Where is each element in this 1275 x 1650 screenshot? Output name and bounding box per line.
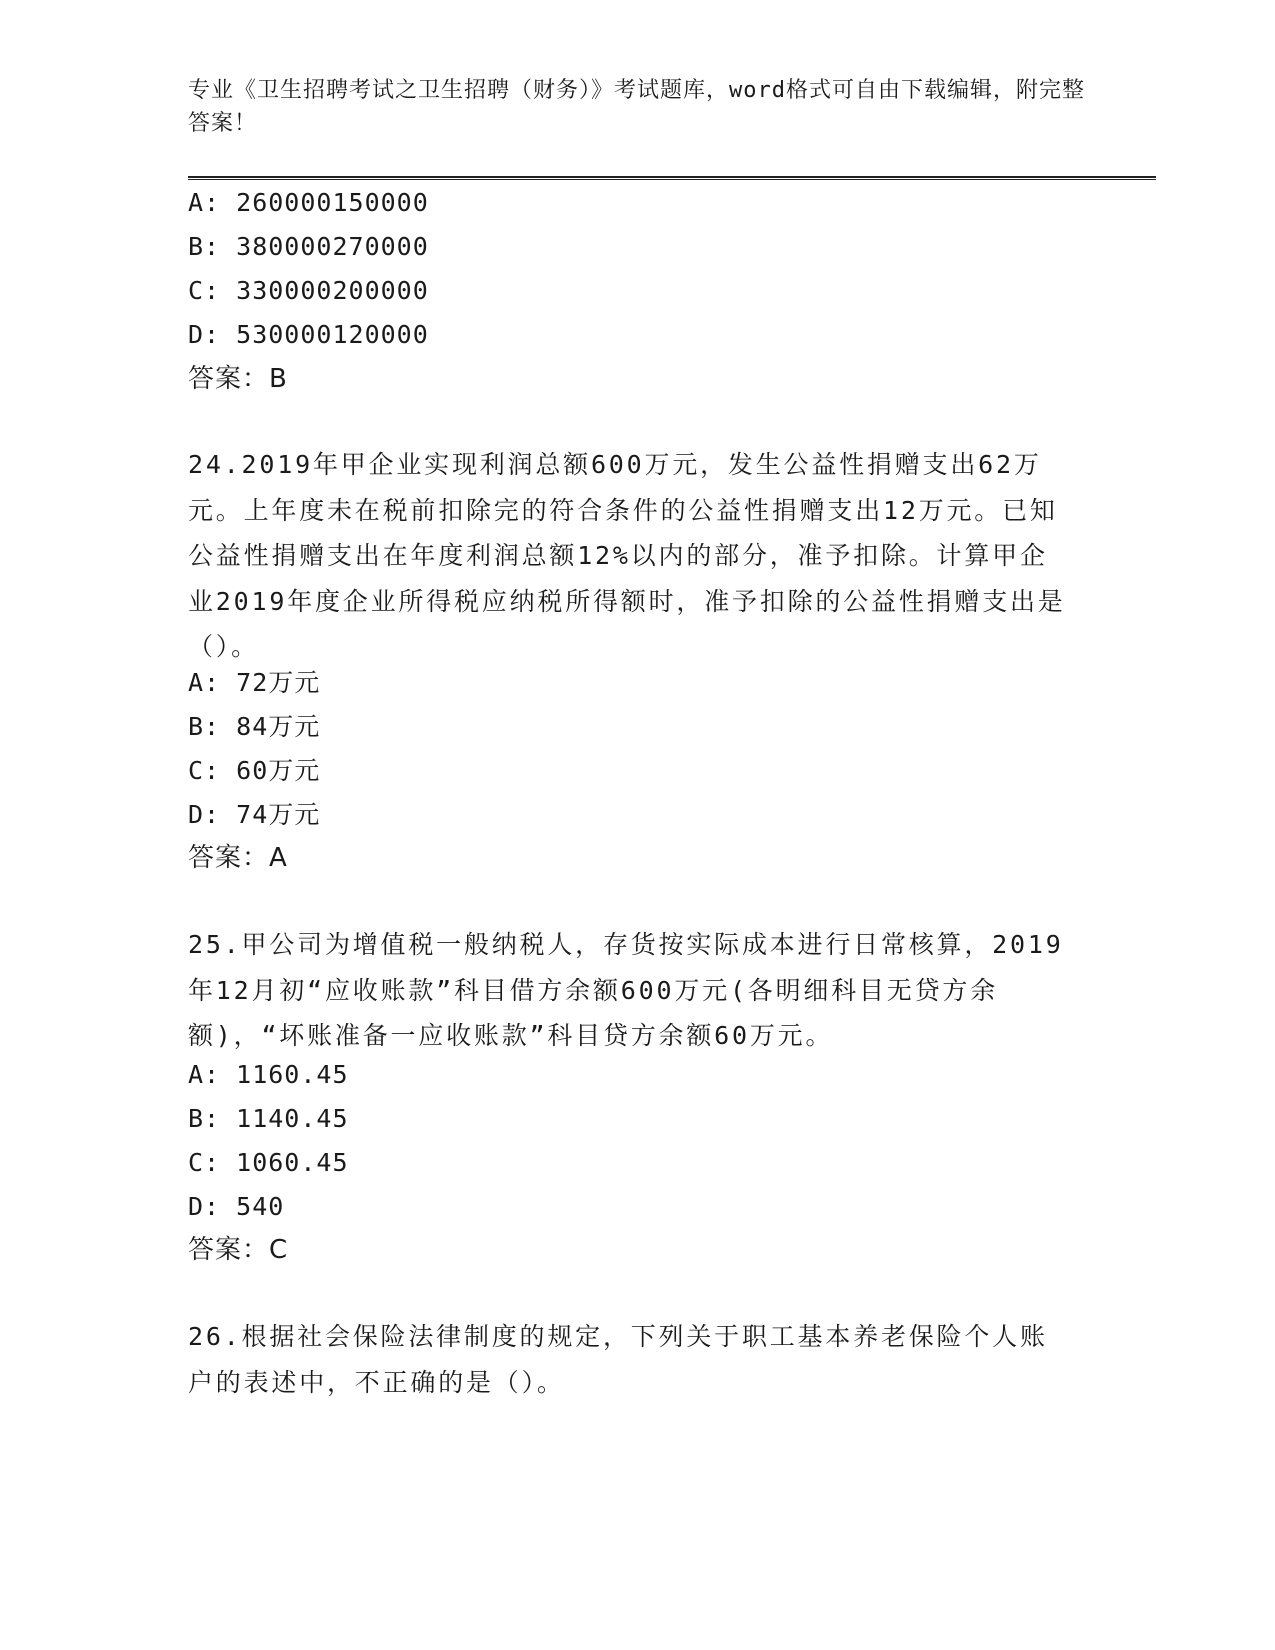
- q25-text: 25.甲公司为增值税一般纳税人，存货按实际成本进行日常核算，2019年12月初“应收账款”科目借方余额600万元(各明细科目无贷方余额)，“坏账准备一应收账款”科目贷方余额60万元。: [188, 930, 1064, 1050]
- q23-option-c: C: 330000200000: [188, 276, 429, 305]
- q23-option-a: A: 260000150000: [188, 188, 429, 217]
- document-header: 专业《卫生招聘考试之卫生招聘（财务）》考试题库，word格式可自由下载编辑，附完整答案！: [188, 78, 1085, 136]
- q25-option-c: C: 1060.45: [188, 1148, 349, 1177]
- q24-answer: 答案：A: [188, 843, 288, 873]
- q24-option-a: A: 72万元: [188, 668, 321, 697]
- q24-option-b: B: 84万元: [188, 712, 321, 741]
- q23-answer: 答案：B: [188, 364, 288, 394]
- header-divider: [188, 176, 1156, 180]
- q24-text: 24.2019年甲企业实现利润总额600万元，发生公益性捐赠支出62万元。上年度未在税前扣除完的符合条件的公益性捐赠支出12万元。已知公益性捐赠支出在年度利润总额12%以内的部分，准予扣除。计算甲企业2019年度企业所得税应纳税所得额时，准予扣除的公益性捐赠支出是（）。: [188, 450, 1066, 661]
- q24-option-d: D: 74万元: [188, 800, 321, 829]
- q25-answer: 答案：C: [188, 1235, 289, 1265]
- q24-option-c: C: 60万元: [188, 756, 321, 785]
- q25-option-d: D: 540: [188, 1192, 285, 1221]
- q23-option-d: D: 530000120000: [188, 320, 429, 349]
- q26-text: 26.根据社会保险法律制度的规定，下列关于职工基本养老保险个人账户的表述中，不正确的是（）。: [188, 1322, 1048, 1397]
- q25-option-b: B: 1140.45: [188, 1104, 349, 1133]
- q25-option-a: A: 1160.45: [188, 1060, 349, 1089]
- q23-option-b: B: 380000270000: [188, 232, 429, 261]
